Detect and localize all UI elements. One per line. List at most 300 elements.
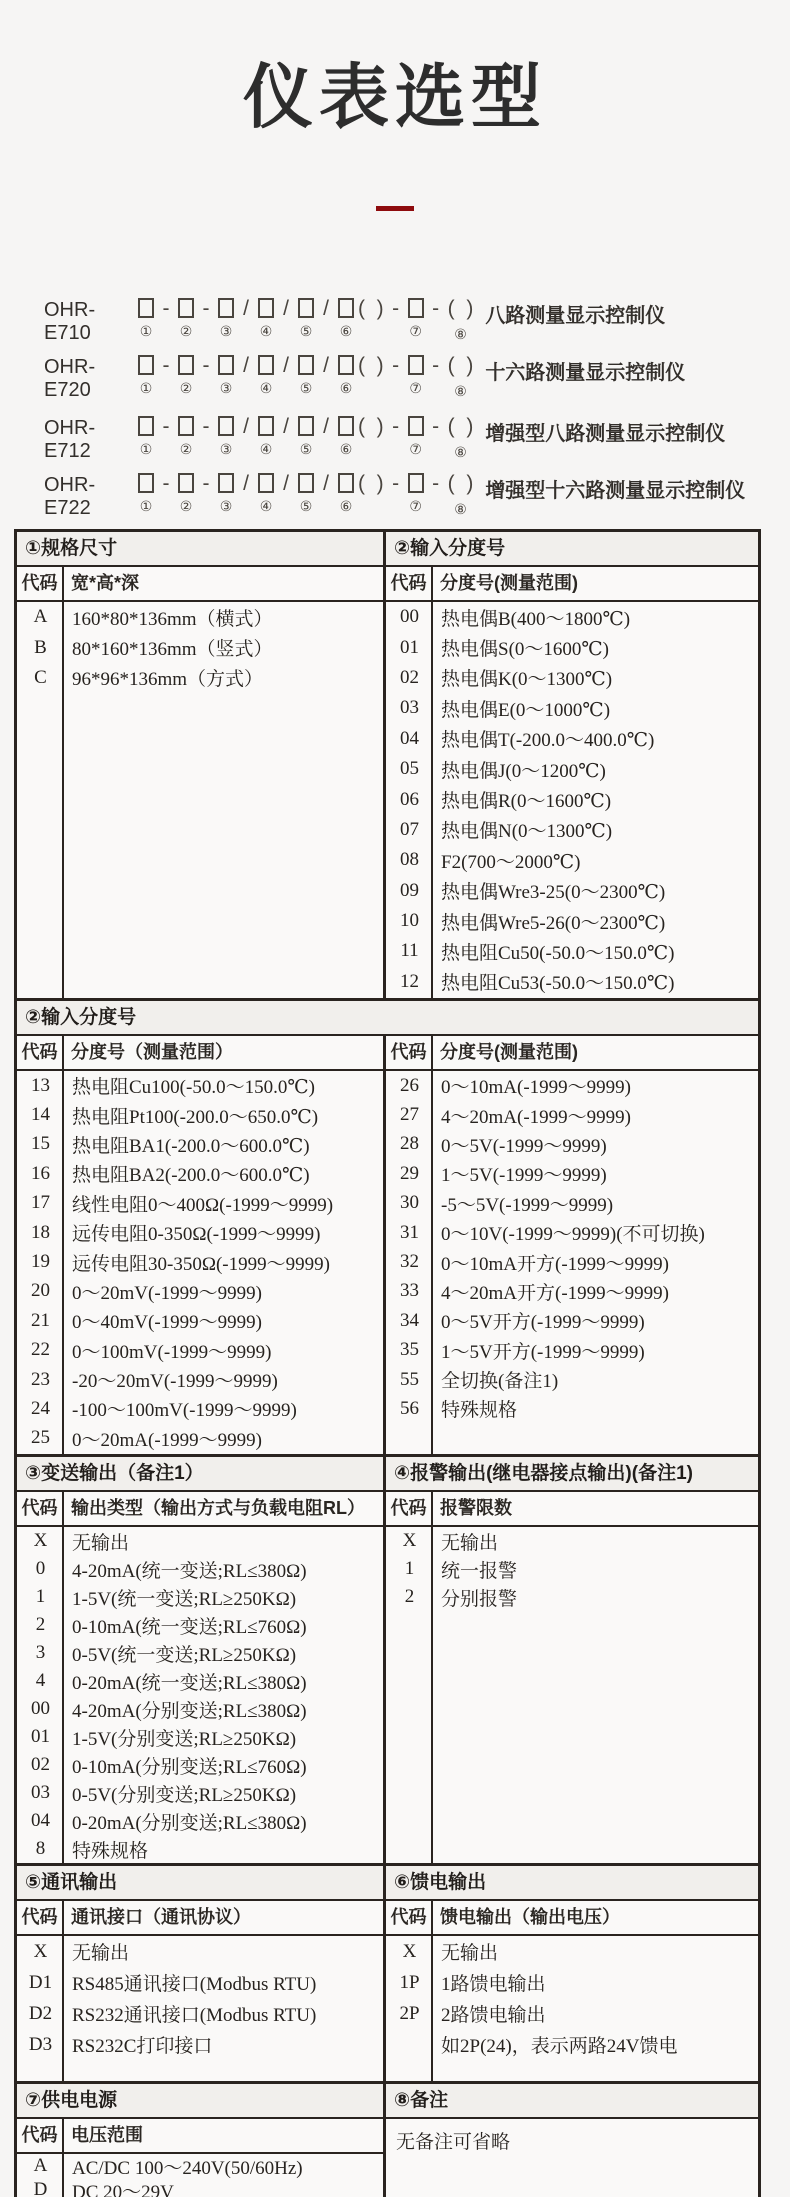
table-body bbox=[386, 1936, 758, 2081]
section-header: ⑥馈电输出 bbox=[386, 1866, 758, 1901]
label-column-header: 馈电输出（输出电压） bbox=[440, 1907, 620, 1927]
table-row bbox=[386, 1336, 758, 1365]
model-row bbox=[44, 297, 790, 342]
code-cell: 08 bbox=[400, 849, 419, 871]
code-cell: 31 bbox=[400, 1221, 419, 1243]
table-body bbox=[386, 1527, 758, 1863]
label-cell: 热电阻BA1(-200.0～600.0℃) bbox=[72, 1135, 310, 1157]
code-cell: 1P bbox=[399, 1971, 420, 1993]
code-cell: 15 bbox=[31, 1133, 50, 1155]
label-cell: 分别报警 bbox=[441, 1588, 518, 1610]
circled-number: ⑧ bbox=[454, 444, 467, 460]
label-cell: 1～5V开方(-1999～9999) bbox=[441, 1341, 645, 1363]
label-cell: 0～20mA(-1999～9999) bbox=[72, 1429, 262, 1451]
table-row bbox=[17, 1336, 383, 1365]
code-box-outline bbox=[298, 355, 314, 375]
code-cell: D3 bbox=[28, 2033, 53, 2055]
table-row bbox=[386, 1527, 758, 1555]
separator-glyph: - bbox=[202, 472, 210, 495]
code-box bbox=[218, 354, 234, 399]
code-box-outline bbox=[178, 416, 194, 436]
separator-glyph: - bbox=[392, 472, 400, 495]
code-box-outline bbox=[138, 473, 154, 493]
code-column-header: 代码 bbox=[386, 1036, 433, 1069]
code-cell: 17 bbox=[31, 1192, 50, 1214]
separator-glyph: / bbox=[323, 472, 329, 495]
code-cell: X bbox=[402, 1530, 417, 1551]
code-cell: 04 bbox=[400, 727, 419, 749]
circled-number: ⑥ bbox=[339, 441, 353, 457]
code-box-outline bbox=[218, 355, 234, 375]
column-header bbox=[386, 567, 758, 602]
code-box bbox=[298, 415, 314, 460]
code-box-outline bbox=[408, 416, 424, 436]
code-cell: 25 bbox=[31, 1427, 50, 1449]
column-header bbox=[17, 567, 383, 602]
circled-number: ② bbox=[179, 380, 193, 396]
table-body bbox=[17, 1527, 383, 1863]
table-body bbox=[386, 602, 758, 998]
table-row bbox=[386, 936, 758, 966]
label-cell: 4-20mA(统一变送;RL≤380Ω) bbox=[72, 1560, 307, 1582]
code-box bbox=[338, 415, 354, 460]
label-cell: 热电阻Cu50(-50.0～150.0℃) bbox=[441, 942, 675, 964]
code-box bbox=[338, 354, 354, 399]
circled-number: ② bbox=[179, 498, 193, 514]
column-header bbox=[17, 1901, 383, 1936]
paren-group bbox=[358, 297, 384, 342]
code-box bbox=[258, 415, 274, 460]
table-row bbox=[17, 1394, 383, 1423]
table-row bbox=[386, 1218, 758, 1247]
circled-number: ③ bbox=[219, 498, 233, 514]
code-column-header: 代码 bbox=[386, 1901, 433, 1934]
code-box bbox=[138, 415, 154, 460]
separator bbox=[388, 297, 404, 342]
column-header bbox=[17, 2119, 383, 2154]
table-row bbox=[386, 1555, 758, 1583]
code-cell: 01 bbox=[400, 636, 419, 658]
circled-number: ⑧ bbox=[454, 383, 467, 399]
separator-glyph: ( ) bbox=[358, 415, 384, 438]
separator bbox=[278, 297, 294, 342]
code-cell: 00 bbox=[400, 606, 419, 628]
code-cell: 12 bbox=[400, 970, 419, 992]
table-row bbox=[17, 1611, 383, 1639]
code-cell: 1 bbox=[404, 1558, 415, 1579]
separator-glyph: ( ) bbox=[358, 472, 384, 495]
label-cell: 热电阻Pt100(-200.0～650.0℃) bbox=[72, 1106, 319, 1128]
code-column-header: 代码 bbox=[386, 567, 433, 600]
label-cell: -5～5V(-1999～9999) bbox=[441, 1194, 614, 1216]
circled-number: ⑦ bbox=[409, 323, 422, 339]
separator bbox=[388, 354, 404, 399]
separator-glyph: - bbox=[392, 415, 400, 438]
code-box-outline bbox=[258, 473, 274, 493]
label-cell: 0-20mA(分别变送;RL≤380Ω) bbox=[72, 1812, 307, 1834]
code-cell: 16 bbox=[31, 1162, 50, 1184]
table-row bbox=[386, 724, 758, 754]
label-column-header: 输出类型（输出方式与负载电阻RL） bbox=[71, 1498, 365, 1518]
label-cell: -20～20mV(-1999～9999) bbox=[72, 1371, 278, 1393]
code-cell: 2 bbox=[404, 1586, 415, 1607]
code-cell: D bbox=[33, 2179, 48, 2197]
label-cell: 0～100mV(-1999～9999) bbox=[72, 1341, 272, 1363]
label-cell: 热电阻Cu53(-50.0～150.0℃) bbox=[441, 973, 675, 995]
code-cell: 19 bbox=[31, 1251, 50, 1273]
code-box-outline bbox=[338, 416, 354, 436]
model-name: OHR-E712 bbox=[44, 417, 96, 462]
label-cell: RS232通讯接口(Modbus RTU) bbox=[72, 2005, 317, 2026]
code-box-outline bbox=[408, 298, 424, 318]
section-header: ②输入分度号 bbox=[386, 532, 758, 567]
code-box bbox=[298, 297, 314, 342]
code-box bbox=[298, 472, 314, 517]
circled-number: ⑤ bbox=[299, 441, 313, 457]
circled-number: ④ bbox=[259, 441, 273, 457]
table-body bbox=[17, 602, 383, 998]
section-header: ④报警输出(继电器接点输出)(备注1) bbox=[386, 1457, 758, 1492]
column-header bbox=[17, 1036, 383, 1071]
band-power-and-remark bbox=[17, 2081, 758, 2197]
separator-glyph: - bbox=[202, 354, 210, 377]
column-header bbox=[386, 1492, 758, 1527]
section-feed-output bbox=[383, 1866, 758, 2081]
table-row bbox=[17, 1723, 383, 1751]
table-body bbox=[386, 1071, 758, 1454]
table-row bbox=[17, 1424, 383, 1453]
code-box bbox=[408, 297, 424, 342]
separator bbox=[318, 297, 334, 342]
label-cell: 无输出 bbox=[72, 1943, 130, 1964]
code-box-outline bbox=[408, 473, 424, 493]
circled-number: ⑧ bbox=[454, 326, 467, 342]
model-row bbox=[44, 472, 790, 517]
separator bbox=[428, 415, 444, 460]
code-box-outline bbox=[408, 355, 424, 375]
code-cell: 24 bbox=[31, 1397, 50, 1419]
code-box-outline bbox=[138, 298, 154, 318]
table-row bbox=[17, 1100, 383, 1129]
separator bbox=[318, 472, 334, 517]
code-box-outline bbox=[218, 416, 234, 436]
code-cell: 32 bbox=[400, 1251, 419, 1273]
page-title: 仪表选型 bbox=[243, 58, 547, 136]
code-box bbox=[218, 472, 234, 517]
label-cell: 0～10mA开方(-1999～9999) bbox=[441, 1253, 669, 1275]
code-box bbox=[258, 354, 274, 399]
band-input-division-2 bbox=[17, 1036, 758, 1454]
model-description: 八路测量显示控制仪 bbox=[485, 305, 666, 327]
label-cell: 统一报警 bbox=[441, 1560, 518, 1582]
table-row bbox=[17, 2029, 383, 2060]
label-cell: 0～5V(-1999～9999) bbox=[441, 1135, 607, 1157]
label-cell: 热电偶J(0～1200℃) bbox=[441, 760, 606, 782]
label-cell: 无输出 bbox=[441, 1532, 499, 1554]
code-slots bbox=[136, 297, 475, 342]
circled-number: ⑧ bbox=[454, 501, 467, 517]
label-cell: 热电偶K(0～1300℃) bbox=[441, 669, 613, 691]
label-cell: 热电阻Cu100(-50.0～150.0℃) bbox=[72, 1077, 315, 1099]
code-box bbox=[408, 472, 424, 517]
table-row bbox=[17, 2178, 383, 2197]
circled-number: ⑥ bbox=[339, 380, 353, 396]
code-box bbox=[408, 415, 424, 460]
code-cell: 04 bbox=[31, 1810, 50, 1831]
table-row bbox=[386, 754, 758, 784]
code-box bbox=[138, 472, 154, 517]
section-header: ①规格尺寸 bbox=[17, 532, 383, 567]
table-row bbox=[17, 602, 383, 632]
circled-number: ⑦ bbox=[409, 380, 422, 396]
model-description: 增强型八路测量显示控制仪 bbox=[485, 423, 726, 445]
separator bbox=[238, 297, 254, 342]
label-column-header: 分度号（测量范围） bbox=[71, 1042, 233, 1062]
code-column-header: 代码 bbox=[17, 1492, 64, 1525]
code-cell: 35 bbox=[400, 1339, 419, 1361]
code-cell: 20 bbox=[31, 1280, 50, 1302]
label-cell: 0～40mV(-1999～9999) bbox=[72, 1312, 262, 1334]
circled-number: ⑤ bbox=[299, 380, 313, 396]
separator-glyph: ( ) bbox=[447, 415, 474, 438]
paren-group bbox=[448, 297, 474, 342]
label-cell: 特殊规格 bbox=[441, 1400, 518, 1422]
section-input-division-right bbox=[383, 1036, 758, 1454]
table-row bbox=[386, 2029, 758, 2060]
section-spec-size bbox=[17, 532, 383, 998]
code-column-header: 代码 bbox=[386, 1492, 433, 1525]
table-row bbox=[17, 1967, 383, 1998]
band-comm-and-feed bbox=[17, 1863, 758, 2081]
table-row bbox=[386, 1583, 758, 1611]
code-cell: X bbox=[33, 1940, 48, 1962]
table-row bbox=[17, 1159, 383, 1188]
separator-glyph: ( ) bbox=[358, 354, 384, 377]
separator-glyph: - bbox=[162, 415, 170, 438]
section-header: ⑦供电电源 bbox=[17, 2084, 383, 2119]
label-cell: DC 20～29V bbox=[72, 2181, 174, 2197]
code-box-outline bbox=[258, 416, 274, 436]
label-cell: RS232C打印接口 bbox=[72, 2036, 213, 2057]
separator-glyph: / bbox=[323, 415, 329, 438]
label-cell: 0～20mV(-1999～9999) bbox=[72, 1282, 262, 1304]
paren-group bbox=[448, 354, 474, 399]
label-cell: 无输出 bbox=[441, 1943, 499, 1964]
section-header: ⑤通讯输出 bbox=[17, 1866, 383, 1901]
code-box bbox=[138, 354, 154, 399]
label-cell: 远传电阻0-350Ω(-1999～9999) bbox=[72, 1224, 321, 1246]
remark-note: 无备注可省略 bbox=[396, 2132, 511, 2153]
label-cell: 0～5V开方(-1999～9999) bbox=[441, 1312, 645, 1334]
code-box-outline bbox=[298, 298, 314, 318]
table-row bbox=[386, 845, 758, 875]
circled-number: ⑦ bbox=[409, 498, 422, 514]
circled-number: ⑤ bbox=[299, 498, 313, 514]
separator bbox=[318, 354, 334, 399]
separator-glyph: ( ) bbox=[358, 297, 384, 320]
label-column-header: 分度号(测量范围) bbox=[440, 573, 578, 593]
code-slots bbox=[136, 472, 475, 517]
table-row bbox=[17, 1695, 383, 1723]
label-cell: 全切换(备注1) bbox=[441, 1371, 559, 1393]
code-cell: 14 bbox=[31, 1104, 50, 1126]
model-row bbox=[44, 415, 790, 460]
circled-number: ⑥ bbox=[339, 498, 353, 514]
paren-group bbox=[448, 472, 474, 517]
code-slots bbox=[136, 354, 475, 399]
separator-glyph: / bbox=[283, 415, 289, 438]
code-cell: 10 bbox=[400, 910, 419, 932]
table-row bbox=[17, 1189, 383, 1218]
separator-glyph: - bbox=[162, 472, 170, 495]
code-cell: D2 bbox=[28, 2002, 53, 2024]
separator-glyph: / bbox=[283, 354, 289, 377]
separator bbox=[278, 472, 294, 517]
code-column-header: 代码 bbox=[17, 2119, 64, 2152]
label-cell: 1路馈电输出 bbox=[441, 1974, 546, 1995]
circled-number: ② bbox=[179, 323, 193, 339]
table-row bbox=[17, 1807, 383, 1835]
paren-group bbox=[448, 415, 474, 460]
code-cell: 30 bbox=[400, 1192, 419, 1214]
code-cell: 29 bbox=[400, 1162, 419, 1184]
paren-group bbox=[358, 472, 384, 517]
table-row bbox=[17, 632, 383, 662]
label-cell: 0～10mA(-1999～9999) bbox=[441, 1077, 631, 1099]
circled-number: ⑤ bbox=[299, 323, 313, 339]
label-cell: 热电阻BA2(-200.0～600.0℃) bbox=[72, 1165, 310, 1187]
code-column-header: 代码 bbox=[17, 567, 64, 600]
table-row bbox=[17, 1751, 383, 1779]
separator bbox=[278, 354, 294, 399]
label-cell: 线性电阻0～400Ω(-1999～9999) bbox=[72, 1194, 334, 1216]
code-cell: 23 bbox=[31, 1368, 50, 1390]
separator bbox=[428, 472, 444, 517]
circled-number: ① bbox=[139, 498, 153, 514]
separator-glyph: / bbox=[283, 472, 289, 495]
table-row bbox=[17, 1779, 383, 1807]
table-row bbox=[386, 1277, 758, 1306]
code-cell: 55 bbox=[400, 1368, 419, 1390]
table-row bbox=[17, 1071, 383, 1100]
column-header bbox=[386, 1901, 758, 1936]
separator bbox=[428, 354, 444, 399]
label-cell: 4-20mA(分别变送;RL≤380Ω) bbox=[72, 1700, 307, 1722]
code-cell: 02 bbox=[31, 1754, 50, 1775]
table-row bbox=[386, 1071, 758, 1100]
circled-number: ① bbox=[139, 380, 153, 396]
band-size-and-input bbox=[17, 532, 758, 998]
separator-glyph: - bbox=[202, 415, 210, 438]
code-box-outline bbox=[258, 298, 274, 318]
code-cell: 0 bbox=[35, 1558, 46, 1579]
separator bbox=[158, 472, 174, 517]
code-cell: 03 bbox=[400, 697, 419, 719]
table-row bbox=[17, 1936, 383, 1967]
model-description: 十六路测量显示控制仪 bbox=[485, 362, 686, 384]
separator-glyph: - bbox=[432, 297, 440, 320]
model-name: OHR-E722 bbox=[44, 474, 96, 519]
code-cell: 27 bbox=[400, 1104, 419, 1126]
selection-table bbox=[14, 529, 761, 2197]
label-cell: 远传电阻30-350Ω(-1999～9999) bbox=[72, 1253, 330, 1275]
code-box bbox=[338, 472, 354, 517]
code-box-outline bbox=[298, 416, 314, 436]
circled-number: ④ bbox=[259, 323, 273, 339]
section-alarm-output bbox=[383, 1457, 758, 1863]
label-cell: 2路馈电输出 bbox=[441, 2005, 546, 2026]
code-box bbox=[178, 472, 194, 517]
code-slots bbox=[136, 415, 475, 460]
table-row bbox=[17, 1998, 383, 2029]
table-row bbox=[17, 2154, 383, 2178]
table-row bbox=[17, 1555, 383, 1583]
table-row bbox=[17, 663, 383, 693]
separator-glyph: ( ) bbox=[447, 354, 474, 377]
table-row bbox=[17, 1583, 383, 1611]
section-power-supply bbox=[17, 2084, 383, 2197]
table-row bbox=[386, 784, 758, 814]
separator-glyph: / bbox=[243, 415, 249, 438]
code-box-outline bbox=[258, 355, 274, 375]
table-row bbox=[386, 1394, 758, 1423]
code-box bbox=[408, 354, 424, 399]
code-box-outline bbox=[178, 298, 194, 318]
separator bbox=[388, 472, 404, 517]
code-cell: 2P bbox=[399, 2002, 420, 2024]
code-cell: 03 bbox=[31, 1782, 50, 1803]
code-box bbox=[218, 415, 234, 460]
label-cell: 热电偶Wre5-26(0～2300℃) bbox=[441, 912, 666, 934]
table-row bbox=[386, 1247, 758, 1276]
separator-glyph: - bbox=[202, 297, 210, 320]
section-remark bbox=[383, 2084, 758, 2197]
table-row bbox=[386, 1159, 758, 1188]
code-cell: 18 bbox=[31, 1221, 50, 1243]
label-cell: 0-5V(统一变送;RL≥250KΩ) bbox=[72, 1644, 297, 1666]
code-box bbox=[258, 472, 274, 517]
label-column-header: 分度号(测量范围) bbox=[440, 1042, 578, 1062]
code-cell: 56 bbox=[400, 1397, 419, 1419]
table-body bbox=[17, 1936, 383, 2081]
code-cell: 07 bbox=[400, 818, 419, 840]
separator bbox=[238, 472, 254, 517]
column-header bbox=[17, 1492, 383, 1527]
separator-glyph: - bbox=[392, 354, 400, 377]
code-cell: 06 bbox=[400, 788, 419, 810]
section-input-division-1 bbox=[383, 532, 758, 998]
table-row bbox=[386, 632, 758, 662]
table-body bbox=[17, 2154, 383, 2197]
label-cell: 热电偶N(0～1300℃) bbox=[441, 821, 613, 843]
model-row bbox=[44, 354, 790, 399]
table-row bbox=[17, 1130, 383, 1159]
label-cell: 热电偶Wre3-25(0～2300℃) bbox=[441, 882, 666, 904]
code-cell: A bbox=[33, 606, 48, 628]
label-column-header: 宽*高*深 bbox=[71, 573, 140, 593]
band-transmit-and-alarm bbox=[17, 1454, 758, 1863]
code-box bbox=[178, 354, 194, 399]
label-cell: 0-10mA(分别变送;RL≤760Ω) bbox=[72, 1756, 307, 1778]
label-cell: 0-20mA(统一变送;RL≤380Ω) bbox=[72, 1672, 307, 1694]
separator-glyph: / bbox=[323, 354, 329, 377]
table-row bbox=[386, 1130, 758, 1159]
table-row bbox=[17, 1247, 383, 1276]
code-box-outline bbox=[218, 473, 234, 493]
table-row bbox=[386, 906, 758, 936]
table-row bbox=[17, 1277, 383, 1306]
table-row bbox=[386, 1936, 758, 1967]
